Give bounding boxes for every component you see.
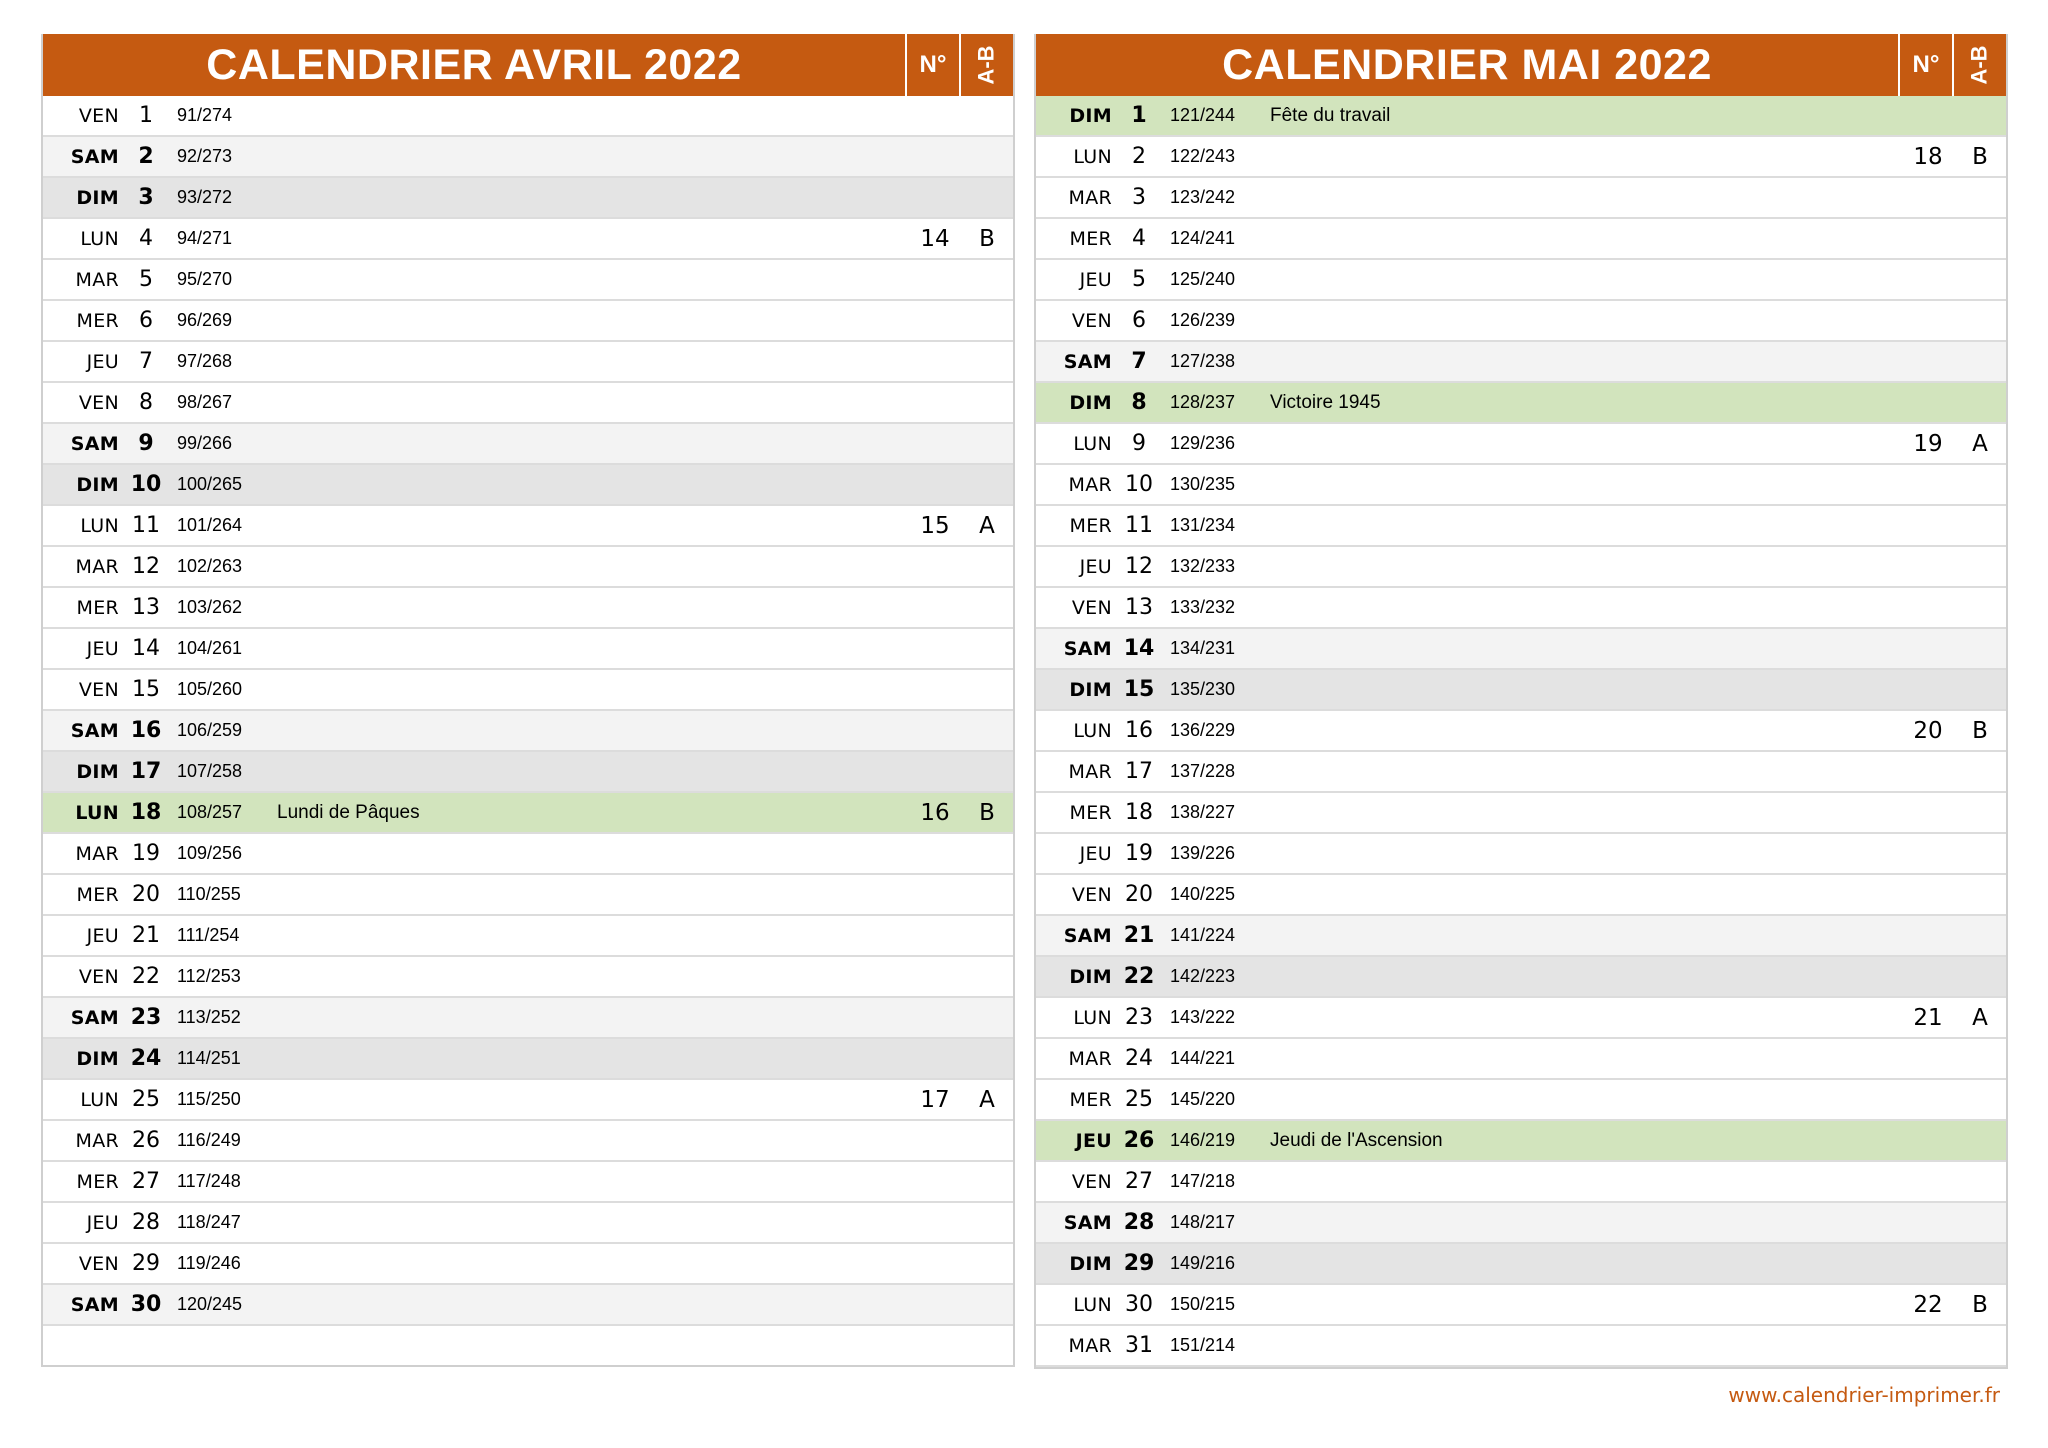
day-name: MAR [75,1129,119,1152]
day-row [43,1326,1013,1365]
day-row [1036,1162,2006,1203]
day-row [43,1121,1013,1162]
day-name: SAM [1063,924,1112,947]
day-row [1036,1080,2006,1121]
day-name: MER [76,596,119,619]
day-rows [1036,96,2006,1367]
day-ordinal: 137/228 [1170,761,1236,781]
day-ordinal: 124/241 [1170,228,1236,248]
day-ordinal: 147/218 [1170,1171,1236,1191]
day-row [43,793,1013,834]
day-note: Lundi de Pâques [277,801,420,823]
day-name: LUN [80,1088,119,1111]
day-row [43,1244,1013,1285]
day-rows [43,96,1013,1365]
day-row [43,957,1013,998]
week-number: 16 [920,799,950,826]
day-name: MAR [75,555,119,578]
day-row [1036,588,2006,629]
day-row [1036,424,2006,465]
calendar-title: CALENDRIER MAI 2022 [1222,40,1712,89]
day-date: 13 [132,595,160,620]
day-row [43,424,1013,465]
day-ordinal: 133/232 [1170,597,1236,617]
day-name: SAM [70,145,119,168]
day-row [43,465,1013,506]
day-name: DIM [1069,965,1112,988]
day-date: 14 [132,636,160,661]
day-date: 17 [1125,759,1153,784]
day-name: MER [76,883,119,906]
day-name: VEN [78,678,119,701]
ab-week: B [1972,717,1988,744]
day-date: 17 [130,759,162,784]
day-name: LUN [80,514,119,537]
day-date: 20 [132,882,160,907]
day-row [1036,301,2006,342]
ab-week: A [979,512,995,539]
day-row [1036,1244,2006,1285]
day-date: 12 [1125,554,1153,579]
day-name: DIM [1069,1252,1112,1275]
day-date: 15 [1123,677,1155,702]
day-name: MER [1069,1088,1112,1111]
day-ordinal: 150/215 [1170,1294,1236,1314]
day-ordinal: 125/240 [1170,269,1236,289]
day-date: 28 [132,1210,160,1235]
day-row [1036,342,2006,383]
day-row [43,96,1013,137]
day-row [1036,875,2006,916]
day-name: LUN [1073,432,1112,455]
day-row [43,629,1013,670]
day-row [43,137,1013,178]
day-ordinal: 98/267 [177,392,233,412]
day-ordinal: 121/244 [1170,105,1236,125]
day-date: 18 [1125,800,1153,825]
day-row [1036,506,2006,547]
day-ordinal: 120/245 [177,1294,243,1314]
day-name: DIM [1069,104,1112,127]
day-name: JEU [1075,1129,1112,1152]
day-ordinal: 93/272 [177,187,233,207]
day-name: VEN [1071,883,1112,906]
day-row [43,998,1013,1039]
day-name: VEN [78,391,119,414]
day-date: 10 [1125,472,1153,497]
day-name: SAM [70,719,119,742]
day-date: 24 [1125,1046,1153,1071]
day-row [1036,752,2006,793]
day-row [1036,383,2006,424]
day-ordinal: 95/270 [177,269,233,289]
day-date: 7 [1131,349,1147,374]
ab-week: A [1972,430,1988,457]
calendar-title: CALENDRIER AVRIL 2022 [206,40,742,89]
day-name: MER [1069,514,1112,537]
day-ordinal: 116/249 [177,1130,241,1150]
day-ordinal: 130/235 [1170,474,1236,494]
day-name: JEU [86,350,119,373]
day-ordinal: 91/274 [177,105,233,125]
day-date: 6 [139,308,153,333]
day-ordinal: 144/221 [1170,1048,1236,1068]
day-name: MER [76,1170,119,1193]
day-date: 1 [1131,103,1147,128]
day-name: VEN [1071,309,1112,332]
day-name: MAR [1068,1334,1112,1357]
day-row [1036,1326,2006,1367]
day-date: 9 [1132,431,1146,456]
day-date: 5 [139,267,153,292]
day-name: LUN [1073,1006,1112,1029]
day-ordinal: 108/257 [177,802,243,822]
day-date: 8 [1131,390,1147,415]
day-date: 31 [1125,1333,1153,1358]
day-name: VEN [1071,596,1112,619]
day-row [1036,96,2006,137]
day-name: SAM [70,432,119,455]
day-ordinal: 139/226 [1170,843,1236,863]
day-row [1036,670,2006,711]
day-date: 16 [1125,718,1153,743]
day-ordinal: 112/253 [177,966,241,986]
day-date: 5 [1132,267,1146,292]
day-ordinal: 104/261 [177,638,243,658]
day-row [43,178,1013,219]
day-ordinal: 129/236 [1170,433,1236,453]
day-row [43,1080,1013,1121]
day-date: 11 [132,513,160,538]
day-name: DIM [76,473,119,496]
day-ordinal: 149/216 [1170,1253,1236,1273]
day-date: 2 [138,144,154,169]
day-ordinal: 113/252 [177,1007,241,1027]
ab-week: B [1972,1291,1988,1318]
day-row [43,219,1013,260]
day-row [1036,834,2006,875]
day-row [1036,1285,2006,1326]
day-row [1036,711,2006,752]
week-number-header: N° [1898,34,1952,96]
day-ordinal: 92/273 [177,146,233,166]
day-date: 26 [132,1128,160,1153]
day-row [1036,547,2006,588]
day-date: 15 [132,677,160,702]
ab-week-header [959,34,1013,96]
week-number-header: N° [905,34,959,96]
day-note: Fête du travail [1270,104,1391,126]
day-ordinal: 118/247 [177,1212,241,1232]
day-date: 18 [130,800,162,825]
ab-week: B [1972,143,1988,170]
calendar-april [41,34,1015,1367]
calendar-may [1034,34,2008,1369]
day-name: JEU [86,924,119,947]
day-date: 16 [130,718,162,743]
day-name: SAM [1063,1211,1112,1234]
day-ordinal: 123/242 [1170,187,1236,207]
day-row [43,1285,1013,1326]
day-ordinal: 140/225 [1170,884,1236,904]
day-ordinal: 143/222 [1170,1007,1236,1027]
day-row [43,301,1013,342]
day-date: 23 [130,1005,162,1030]
day-name: JEU [86,637,119,660]
day-row [1036,1203,2006,1244]
day-ordinal: 111/254 [177,925,240,945]
footer-url[interactable]: www.calendrier-imprimer.fr [1728,1383,2000,1407]
day-name: JEU [1079,268,1112,291]
day-name: MAR [75,268,119,291]
day-ordinal: 128/237 [1170,392,1236,412]
day-name: SAM [1063,637,1112,660]
day-date: 12 [132,554,160,579]
day-ordinal: 132/233 [1170,556,1236,576]
week-number: 19 [1913,430,1943,457]
day-ordinal: 106/259 [177,720,243,740]
day-row [1036,629,2006,670]
day-date: 19 [132,841,160,866]
day-ordinal: 103/262 [177,597,243,617]
day-name: MAR [75,842,119,865]
day-name: DIM [1069,391,1112,414]
day-ordinal: 97/268 [177,351,233,371]
day-date: 27 [132,1169,160,1194]
day-ordinal: 99/266 [177,433,233,453]
ab-week: A [979,1086,995,1113]
day-name: LUN [1073,1293,1112,1316]
week-number: 22 [1913,1291,1943,1318]
day-note: Jeudi de l'Ascension [1270,1129,1443,1151]
day-name: DIM [76,760,119,783]
day-date: 10 [130,472,162,497]
day-row [43,1203,1013,1244]
day-date: 19 [1125,841,1153,866]
day-row [43,342,1013,383]
day-ordinal: 126/239 [1170,310,1236,330]
day-ordinal: 127/238 [1170,351,1236,371]
day-date: 23 [1125,1005,1153,1030]
day-date: 30 [130,1292,162,1317]
day-name: DIM [76,1047,119,1070]
week-number: 20 [1913,717,1943,744]
day-name: VEN [78,1252,119,1275]
day-row [43,1039,1013,1080]
day-name: MAR [1068,1047,1112,1070]
day-row [1036,260,2006,301]
day-ordinal: 141/224 [1170,925,1236,945]
day-name: JEU [86,1211,119,1234]
day-date: 2 [1132,144,1146,169]
day-row [43,875,1013,916]
day-date: 22 [132,964,160,989]
day-ordinal: 109/256 [177,843,243,863]
day-ordinal: 131/234 [1170,515,1236,535]
day-ordinal: 94/271 [177,228,233,248]
day-date: 21 [1123,923,1155,948]
day-row [43,752,1013,793]
day-row [1036,1121,2006,1162]
day-name: MAR [1068,760,1112,783]
day-date: 14 [1123,636,1155,661]
day-name: MER [1069,801,1112,824]
day-name: MAR [1068,186,1112,209]
day-row [43,588,1013,629]
day-date: 28 [1123,1210,1155,1235]
day-note: Victoire 1945 [1270,391,1381,413]
day-ordinal: 107/258 [177,761,243,781]
day-name: DIM [1069,678,1112,701]
day-row [43,670,1013,711]
day-name: JEU [1079,842,1112,865]
day-name: MER [76,309,119,332]
day-date: 6 [1132,308,1146,333]
day-row [43,383,1013,424]
day-date: 7 [139,349,153,374]
day-date: 8 [139,390,153,415]
day-date: 9 [138,431,154,456]
day-row [43,1162,1013,1203]
day-ordinal: 145/220 [1170,1089,1236,1109]
day-date: 30 [1125,1292,1153,1317]
day-name: SAM [70,1006,119,1029]
day-ordinal: 135/230 [1170,679,1236,699]
day-ordinal: 110/255 [177,884,241,904]
day-date: 13 [1125,595,1153,620]
day-name: VEN [78,104,119,127]
ab-week-header [1952,34,2006,96]
day-ordinal: 105/260 [177,679,243,699]
day-row [43,260,1013,301]
day-date: 3 [138,185,154,210]
day-name: LUN [80,227,119,250]
day-name: LUN [75,801,119,824]
day-ordinal: 115/250 [177,1089,241,1109]
day-date: 3 [1132,185,1146,210]
day-ordinal: 114/251 [177,1048,241,1068]
day-date: 27 [1125,1169,1153,1194]
day-row [1036,916,2006,957]
day-row [1036,465,2006,506]
day-ordinal: 119/246 [177,1253,241,1273]
day-name: SAM [1063,350,1112,373]
day-row [1036,1039,2006,1080]
day-ordinal: 122/243 [1170,146,1236,166]
day-date: 29 [1123,1251,1155,1276]
week-number: 14 [920,225,950,252]
day-date: 25 [1125,1087,1153,1112]
day-name: SAM [70,1293,119,1316]
day-date: 4 [1132,226,1146,251]
day-ordinal: 96/269 [177,310,233,330]
day-row [43,834,1013,875]
day-date: 25 [132,1087,160,1112]
day-ordinal: 134/231 [1170,638,1236,658]
day-name: VEN [78,965,119,988]
day-row [43,711,1013,752]
day-row [1036,219,2006,260]
day-ordinal: 100/265 [177,474,243,494]
day-row [1036,178,2006,219]
ab-week-header-label: A-B [1966,45,1992,85]
day-name: MAR [1068,473,1112,496]
ab-week: A [1972,1004,1988,1031]
day-date: 1 [139,103,153,128]
day-ordinal: 148/217 [1170,1212,1236,1232]
week-number: 15 [920,512,950,539]
day-row [43,547,1013,588]
ab-week: B [979,799,995,826]
calendar-header [43,34,1013,96]
day-ordinal: 117/248 [177,1171,241,1191]
day-name: LUN [1073,719,1112,742]
day-name: MER [1069,227,1112,250]
day-name: VEN [1071,1170,1112,1193]
ab-week: B [979,225,995,252]
day-row [43,506,1013,547]
day-ordinal: 138/227 [1170,802,1236,822]
day-ordinal: 151/214 [1170,1335,1236,1355]
day-date: 22 [1123,964,1155,989]
day-name: LUN [1073,145,1112,168]
calendar-header [1036,34,2006,96]
day-name: DIM [76,186,119,209]
day-row [1036,998,2006,1039]
day-row [43,916,1013,957]
day-ordinal: 102/263 [177,556,243,576]
day-date: 4 [139,226,153,251]
day-ordinal: 136/229 [1170,720,1236,740]
week-number: 17 [920,1086,950,1113]
day-ordinal: 146/219 [1170,1130,1236,1150]
day-row [1036,957,2006,998]
day-date: 29 [132,1251,160,1276]
day-date: 21 [132,923,160,948]
day-ordinal: 142/223 [1170,966,1236,986]
ab-week-header-label: A-B [973,45,999,85]
day-name: JEU [1079,555,1112,578]
day-ordinal: 101/264 [177,515,243,535]
day-date: 26 [1123,1128,1155,1153]
week-number: 21 [1913,1004,1943,1031]
day-date: 11 [1125,513,1153,538]
day-date: 20 [1125,882,1153,907]
day-row [1036,793,2006,834]
week-number: 18 [1913,143,1943,170]
day-date: 24 [130,1046,162,1071]
day-row [1036,137,2006,178]
